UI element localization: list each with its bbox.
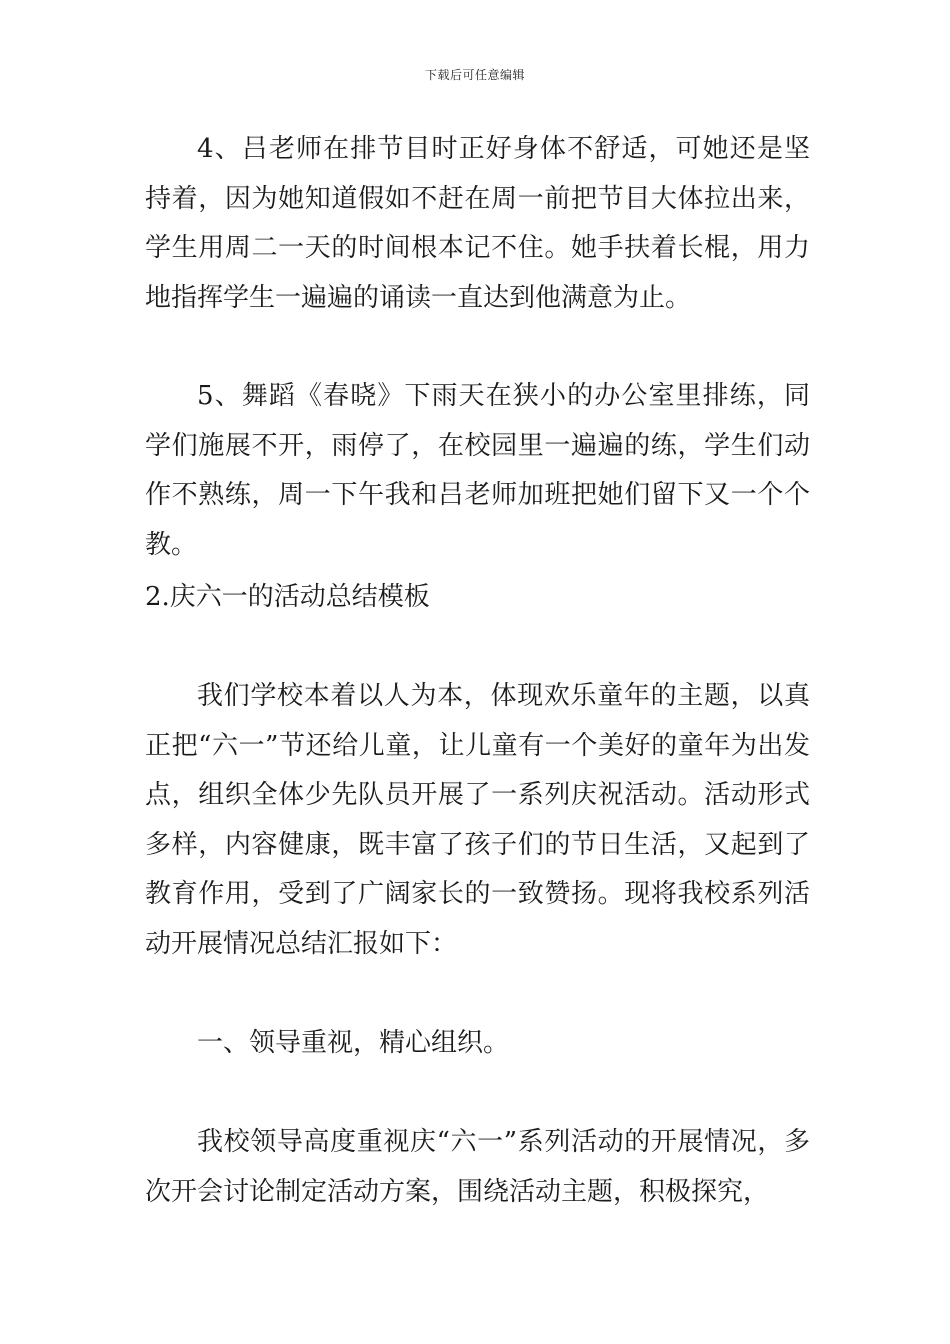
paragraph-item-5: 5、舞蹈《春晓》下雨天在狭小的办公室里排练，同学们施展不开，雨停了，在校园里一遍遍的练，学生们动作不熟练，周一下午我和吕老师加班把她们留下又一个个教。	[145, 381, 810, 560]
intro-paragraph: 我们学校本着以人为本，体现欢乐童年的主题，以真正把“六一”节还给儿童，让儿童有一个美好的童年为出发点，组织全体少先队员开展了一系列庆祝活动。活动形式多样，内容健康，既丰富了孩子们的节日生活，又起到了教育作用，受到了广阔家长的一致赞扬。现将我校系列活动开展情况总结汇报如下：	[145, 681, 810, 959]
subheading-leadership: 一、领导重视，精心组织。	[197, 1028, 510, 1058]
section-heading: 2.庆六一的活动总结模板	[145, 582, 430, 612]
paragraph-item-4: 4、吕老师在排节目时正好身体不舒适，可她还是坚持着，因为她知道假如不赶在周一前把节目大体拉出来，学生用周二一天的时间根本记不住。她手扶着长棍，用力地指挥学生一遍遍的诵读一直达到他满意为止。	[145, 134, 810, 313]
leadership-paragraph: 我校领导高度重视庆“六一”系列活动的开展情况，多次开会讨论制定活动方案，围绕活动主题，积极探究，	[145, 1127, 810, 1207]
page-header-note: 下载后可任意编辑	[424, 68, 525, 82]
